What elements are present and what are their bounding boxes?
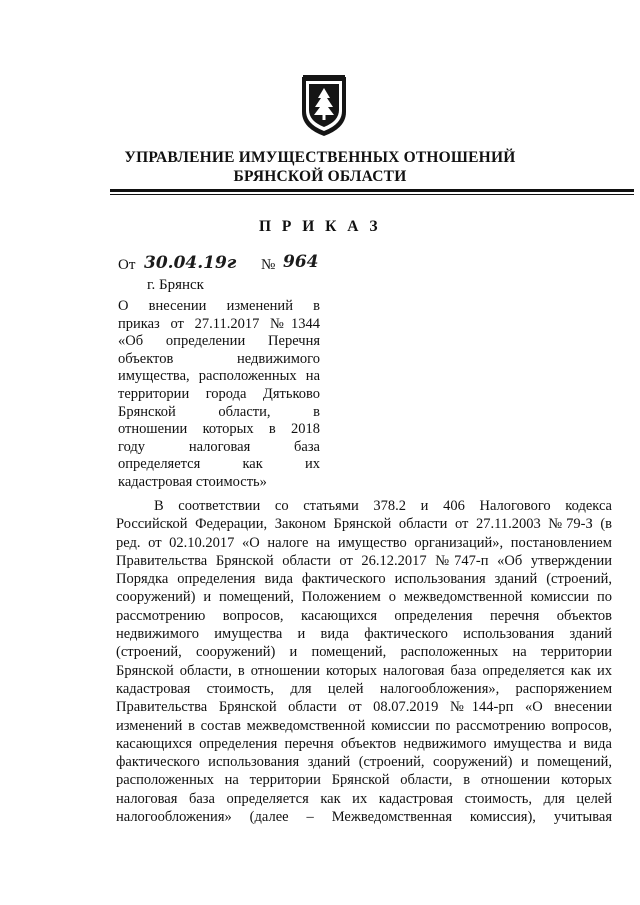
body-line: налогообложения» (далее – Межведомственная комиссия), учитывая [116,809,612,826]
order-subject [118,298,320,492]
order-body-text [116,497,612,826]
body-line: Правительства Брянской области от 26.12.2017 №747-п «Об утверждении [116,552,612,569]
subject-line: году налоговая база [118,438,320,455]
body-line: изменений в состав межведомственной комиссии по рассмотрению вопросов, [116,717,612,734]
header-divider-thick [110,189,634,192]
body-line: Российской Федерации, Законом Брянской области от 27.11.2003 №79-З (в [116,516,612,533]
body-line: касающихся определения перечня объектов недвижимого имущества и вида [116,735,612,752]
body-line: налоговая база определяется как их кадастровая стоимость, для целей [116,790,612,807]
subject-line: территории города Дятьково [118,385,320,402]
document-title: П Р И К А З [258,218,382,235]
body-line: Порядка определения вида фактического использования зданий (строений, [116,571,612,588]
body-line: сооружений) и помещений, Положением о межведомственной комиссии по [116,589,612,606]
subject-line: «Об определении Перечня [118,333,320,350]
body-line: кадастровая стоимость, для целей налогообложения», распоряжением [116,680,612,697]
number-label: № [261,257,276,273]
date-label: От [118,257,136,273]
body-line: В соответствии со статьями 378.2 и 406 Налогового кодекса [154,498,612,514]
date-value-handwritten: 30.04.19г [144,253,237,273]
body-line: расположенных на территории Брянской области, в отношении которых [116,772,612,789]
subject-line: Брянской области, в [118,403,320,420]
subject-line: объектов недвижимого [118,350,320,367]
subject-line: отношении которых в 2018 [118,421,320,438]
body-line: Брянской области, в отношении которых налоговая база определяется как их [116,662,612,679]
header-divider-thin [110,194,634,195]
organization-name-line1: УПРАВЛЕНИЕ ИМУЩЕСТВЕННЫХ ОТНОШЕНИЙ [124,149,516,166]
city-label: г. Брянск [147,277,204,293]
body-line: ред. от 02.10.2017 «О налоге на имущество организаций», постановлением [116,534,612,551]
coat-of-arms-emblem [299,74,349,138]
subject-line: О внесении изменений в [118,298,320,314]
number-value-handwritten: 964 [283,252,319,272]
organization-name-line2: БРЯНСКОЙ ОБЛАСТИ [233,168,407,185]
body-line: фактического использования зданий (строений, сооружений) и помещений, [116,754,612,771]
subject-line: определяется как их [118,456,320,473]
subject-line: приказ от 27.11.2017 №1344 [118,315,320,332]
body-line: недвижимого имущества и вида фактического использования зданий [116,626,612,643]
subject-line: кадастровая стоимость» [118,473,267,490]
body-line: рассмотрению вопросов, касающихся определения перечня объектов [116,607,612,624]
body-line: Правительства Брянской области от 08.07.2019 №144-рп «О внесении [116,699,612,716]
body-line: (строений, сооружений) и помещений, расположенных на территории [116,644,612,661]
subject-line: имущества, расположенных на [118,368,320,385]
